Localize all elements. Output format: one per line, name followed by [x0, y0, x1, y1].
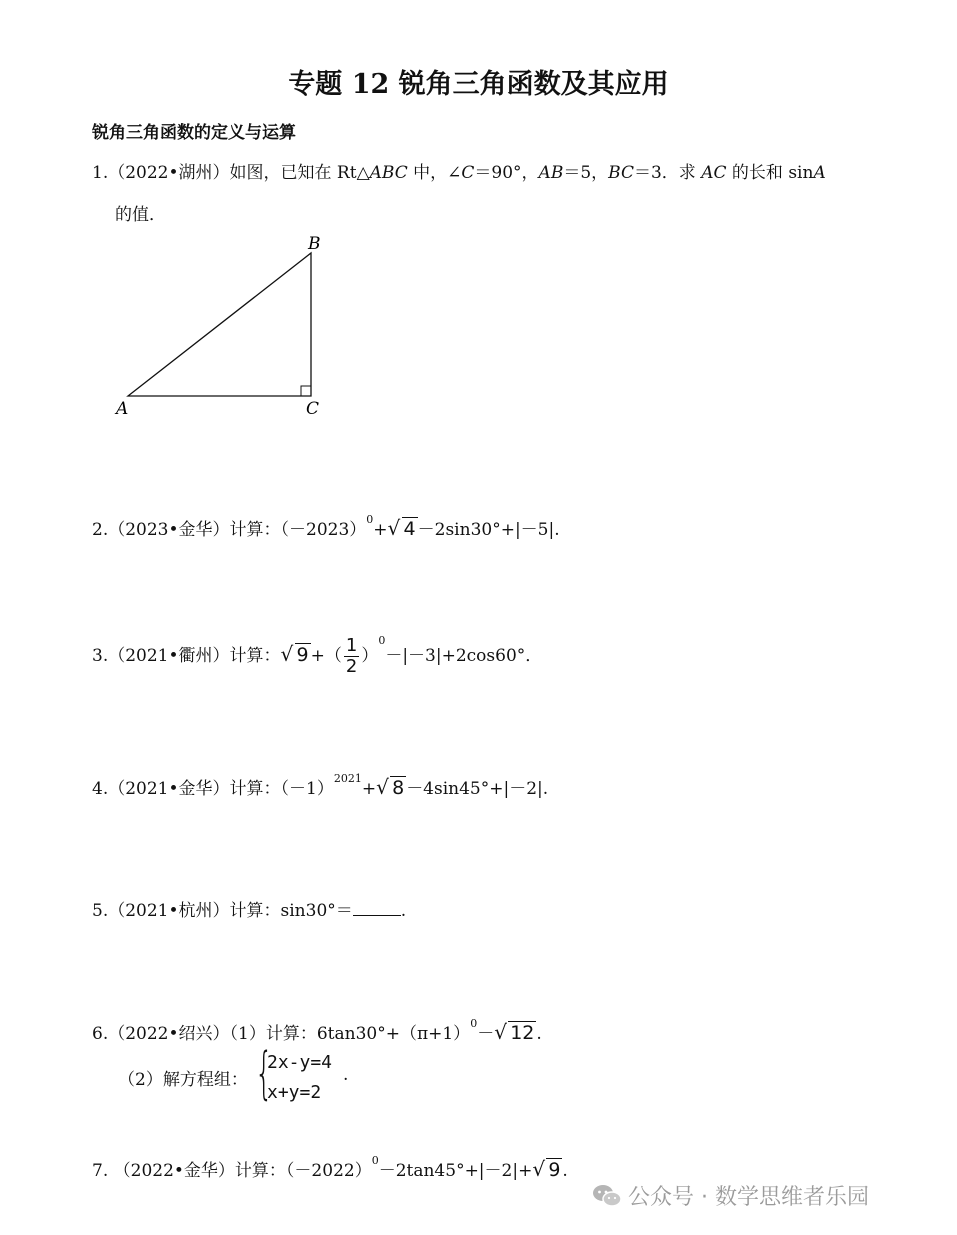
watermark: [592, 1180, 869, 1211]
question-4: 4.（2021•金华）计算：$(-1)^{2021}+√$ 8 －4sin45°+|－2|.: [92, 774, 548, 799]
fraction: $\frac{1}{2}$: [345, 635, 358, 677]
sqrt-expression: √ 12: [494, 1022, 536, 1044]
brace-icon: {: [255, 1041, 273, 1106]
page-title: 专题 12 锐角三角函数及其应用: [288, 69, 669, 100]
question-7: 7. （2022•金华）计算：$(-2022)^0-2\tan 45^\circ+|-2|+√$ 9 .: [92, 1156, 568, 1181]
triangle-abc: [128, 253, 311, 396]
equation-2: x+y=2: [267, 1082, 322, 1103]
vertex-label-a: A: [116, 399, 129, 419]
question-number: 1.: [92, 163, 109, 183]
question-6: 6.（2022•绍兴）（1）计算：$6\tan 30^\circ+(\pi+1)^0-√$ 12 .: [92, 1019, 542, 1044]
question-1-line2: 的值．: [115, 205, 166, 225]
sqrt-expression: √ 4: [388, 518, 418, 540]
right-angle-mark: [301, 386, 311, 396]
vertex-label-b: B: [308, 234, 321, 254]
question-2: 2.（2023•金华）计算：$(-2023)^0+√$ 4 －2sin30°+|－5|.: [92, 515, 560, 540]
sqrt-expression: √ 9: [532, 1159, 562, 1181]
sqrt-expression: √ 9: [281, 644, 311, 666]
section-heading: 锐角三角函数的定义与运算: [92, 123, 296, 143]
question-1: 1.（2022•湖州）如图，已知在 Rt△ABC 中，∠C＝90°，AB＝5，BC＝3．求 AC 的长和 sinA: [92, 163, 826, 183]
question-6-part2: （2）解方程组：: [118, 1070, 248, 1090]
right-triangle-figure: [110, 232, 330, 422]
vertex-label-c: C: [306, 399, 320, 419]
wechat-icon: [592, 1183, 622, 1209]
question-5: 5.（2021•杭州）计算：sin30°＝ .: [92, 901, 407, 921]
sqrt-expression: √ 8: [376, 777, 406, 799]
watermark-text: 公众号 · 数学思维者乐园: [628, 1185, 869, 1210]
equation-1: 2x-y=4: [267, 1052, 333, 1073]
question-3: 3.（2021•衢州）计算：√ 9 +（ $\frac{1}{2}$ ）$^0$－|－3|+2cos60°．: [92, 636, 542, 677]
answer-blank[interactable]: [353, 900, 401, 916]
equation-system: [255, 1041, 355, 1106]
